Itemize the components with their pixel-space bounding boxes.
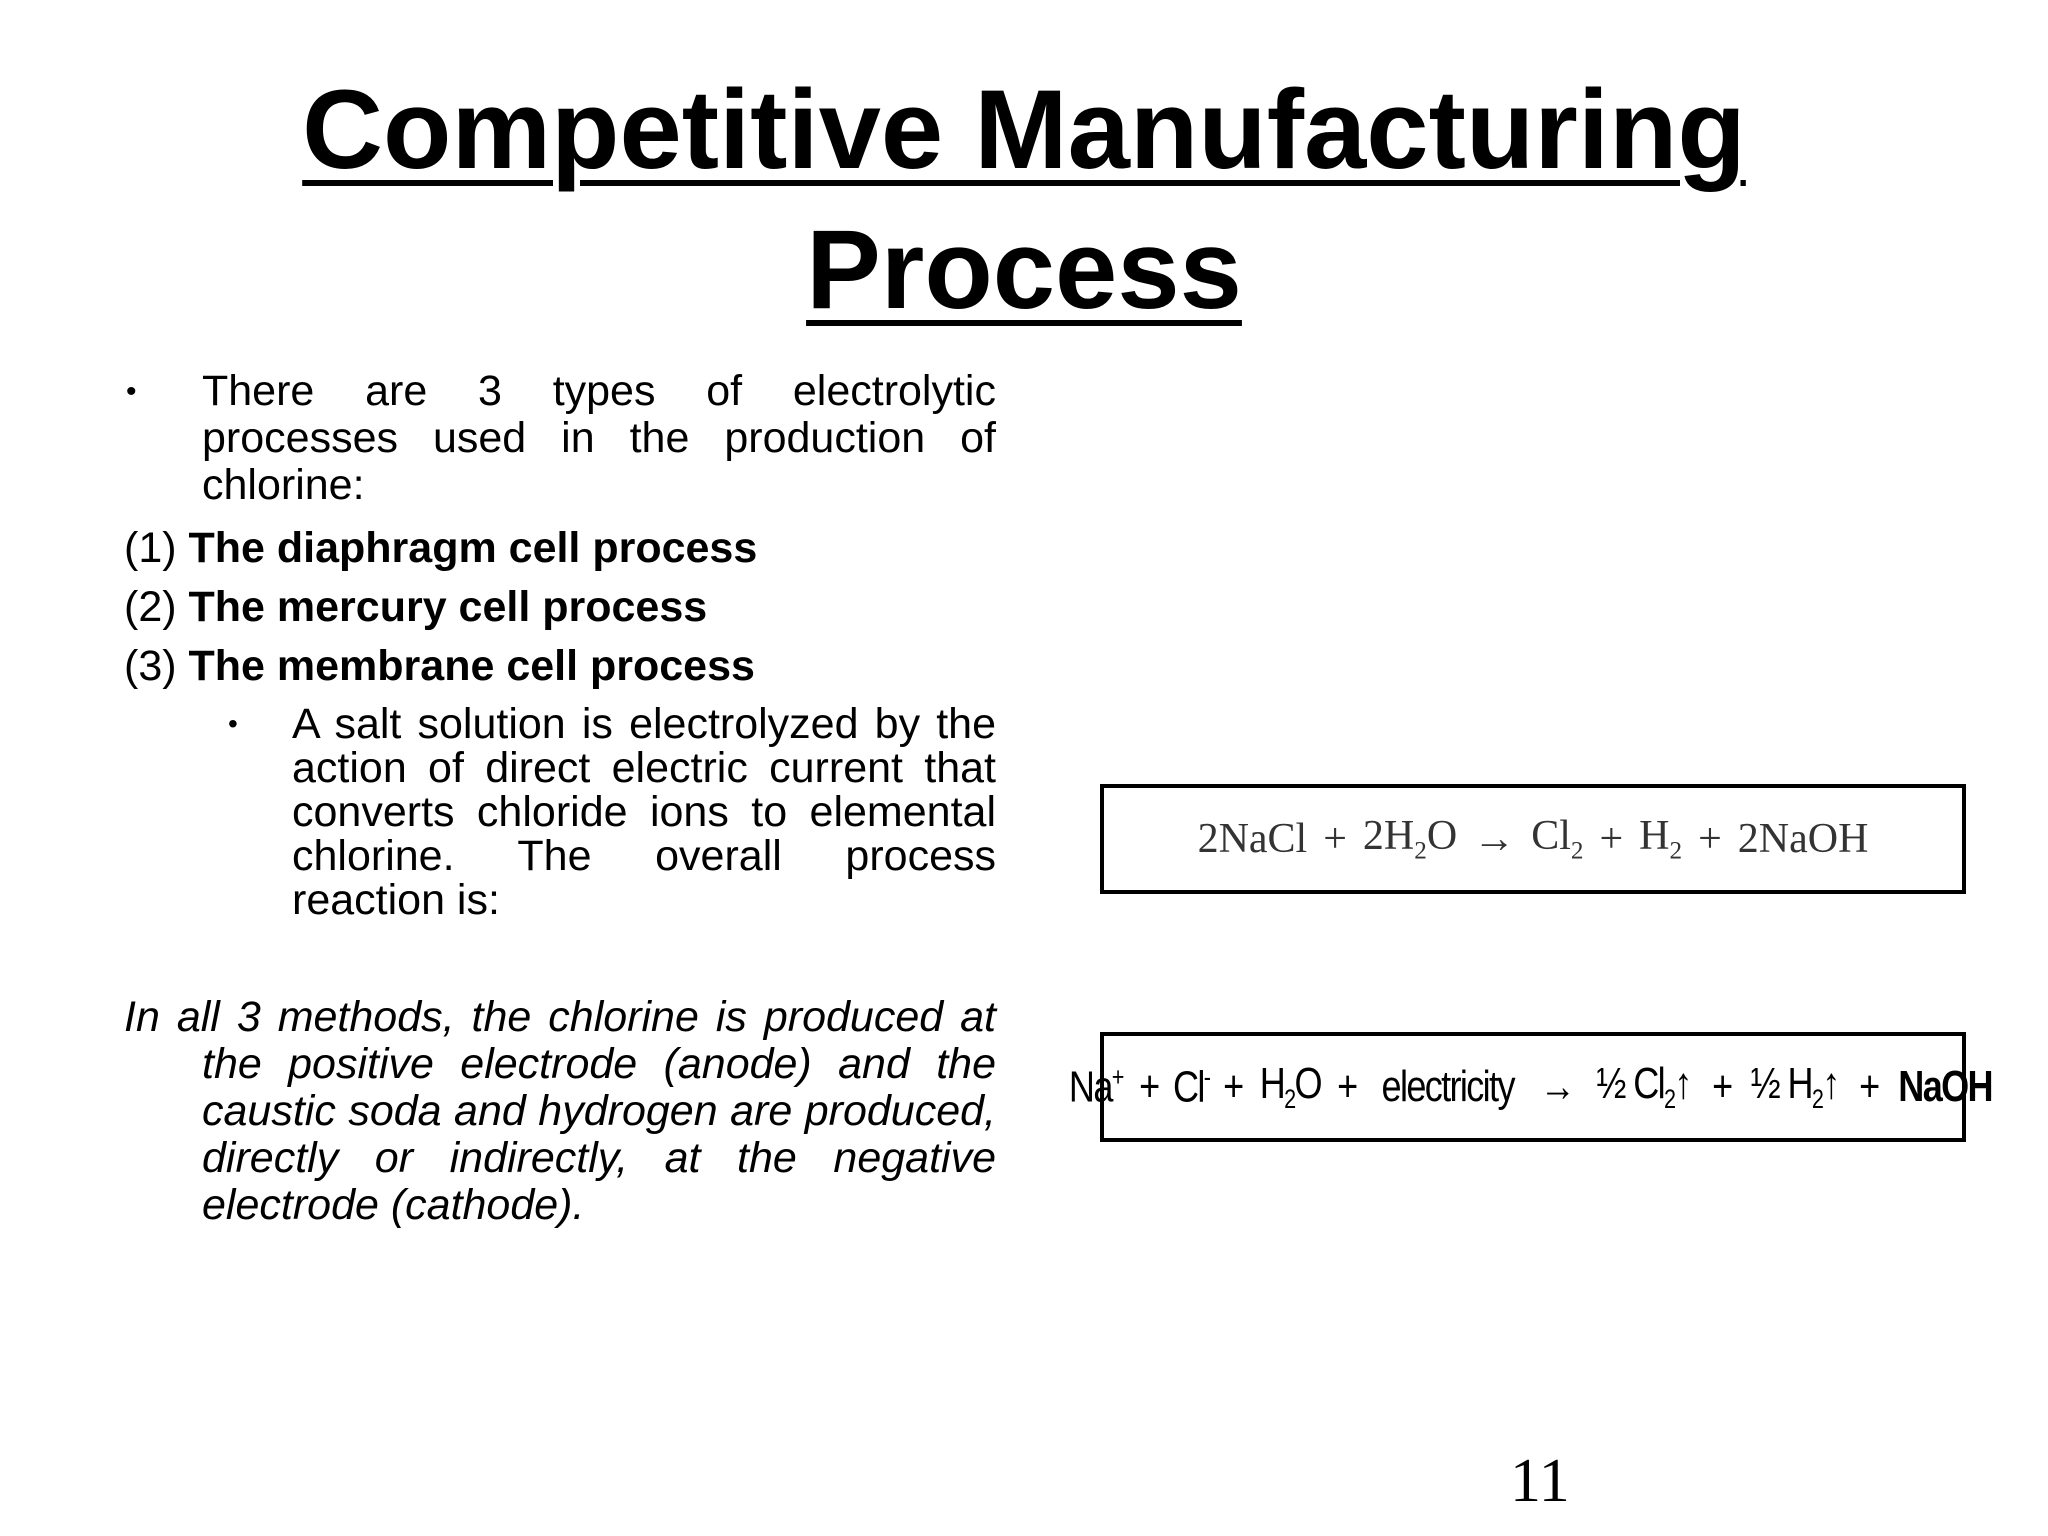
eq2-plus: + bbox=[1858, 1062, 1879, 1111]
eq1-plus: + bbox=[1698, 816, 1722, 862]
eq2-naoh: NaOH bbox=[1898, 1062, 1993, 1111]
eq1-reactant-water: $2H_2O$ bbox=[1362, 813, 1458, 865]
process-item-3 bbox=[124, 637, 996, 696]
process-label: The mercury cell process bbox=[188, 583, 708, 631]
page-number: 11 bbox=[1510, 1447, 1570, 1515]
bullet-icon: • bbox=[126, 375, 137, 408]
equation-box-overall-reaction bbox=[1100, 784, 1966, 894]
eq2-electricity: electricity bbox=[1381, 1062, 1514, 1111]
sub-bullet-icon: • bbox=[228, 708, 238, 739]
process-label: The membrane cell process bbox=[188, 642, 755, 690]
eq1-plus: + bbox=[1323, 816, 1347, 862]
eq1-plus: + bbox=[1599, 816, 1624, 862]
eq2-water: $H_2O$ bbox=[1259, 1059, 1321, 1114]
summary-paragraph: In all 3 methods, the chlorine is produced at the positive electrode (anode) and the caustic soda and hydrogen are produced, directly or indirectly, at the negative electrode (cathode). bbox=[124, 993, 996, 1229]
membrane-sub-bullet bbox=[124, 702, 996, 922]
eq2-sodium-ion: Na+ bbox=[1069, 1061, 1124, 1112]
gas-up-arrow-icon: ↑ bbox=[1822, 1059, 1840, 1109]
process-item-1 bbox=[124, 519, 996, 578]
eq1-product-hydrogen: $H_2$ bbox=[1639, 813, 1683, 865]
eq2-hydrogen-gas: ½ $H_2↑$ bbox=[1751, 1059, 1840, 1114]
eq1-reactant-nacl: 2NaCl bbox=[1197, 816, 1308, 862]
eq2-chlorine-gas: ½ $Cl_2↑$ bbox=[1596, 1059, 1692, 1114]
eq2-plus: + bbox=[1337, 1062, 1357, 1111]
eq1-arrow: → bbox=[1473, 816, 1516, 862]
title-line-1: Competitive Manufacturing bbox=[302, 67, 1746, 192]
equation-box-ionic-reaction bbox=[1069, 1032, 1993, 1142]
process-number: (3) bbox=[124, 642, 189, 690]
sub-bullet-text: A salt solution is electrolyzed by the action of direct electric current that converts chloride ions to elemental chlorine. The overall process reaction is: bbox=[292, 700, 996, 924]
process-item-2 bbox=[124, 578, 996, 637]
eq1-product-naoh: 2NaOH bbox=[1737, 816, 1869, 862]
process-number: (1) bbox=[124, 524, 189, 572]
eq2-chloride-ion: Cl- bbox=[1172, 1061, 1210, 1112]
eq2-plus: + bbox=[1139, 1062, 1159, 1111]
process-label: The diaphragm cell process bbox=[188, 524, 758, 572]
eq2-plus: + bbox=[1711, 1062, 1732, 1111]
slide-body bbox=[124, 368, 996, 1229]
process-list bbox=[124, 519, 996, 696]
intro-bullet-text: There are 3 types of electrolytic processes used in the production of chlorine: bbox=[202, 367, 996, 509]
process-number: (2) bbox=[124, 583, 189, 631]
eq2-plus: + bbox=[1223, 1062, 1243, 1111]
slide-title bbox=[0, 60, 2048, 340]
intro-bullet bbox=[124, 368, 996, 509]
eq2-arrow: → bbox=[1540, 1062, 1575, 1111]
gas-up-arrow-icon: ↑ bbox=[1674, 1059, 1692, 1109]
title-line-2: Process bbox=[806, 207, 1242, 332]
eq1-product-chlorine: $Cl_2$ bbox=[1531, 813, 1584, 865]
